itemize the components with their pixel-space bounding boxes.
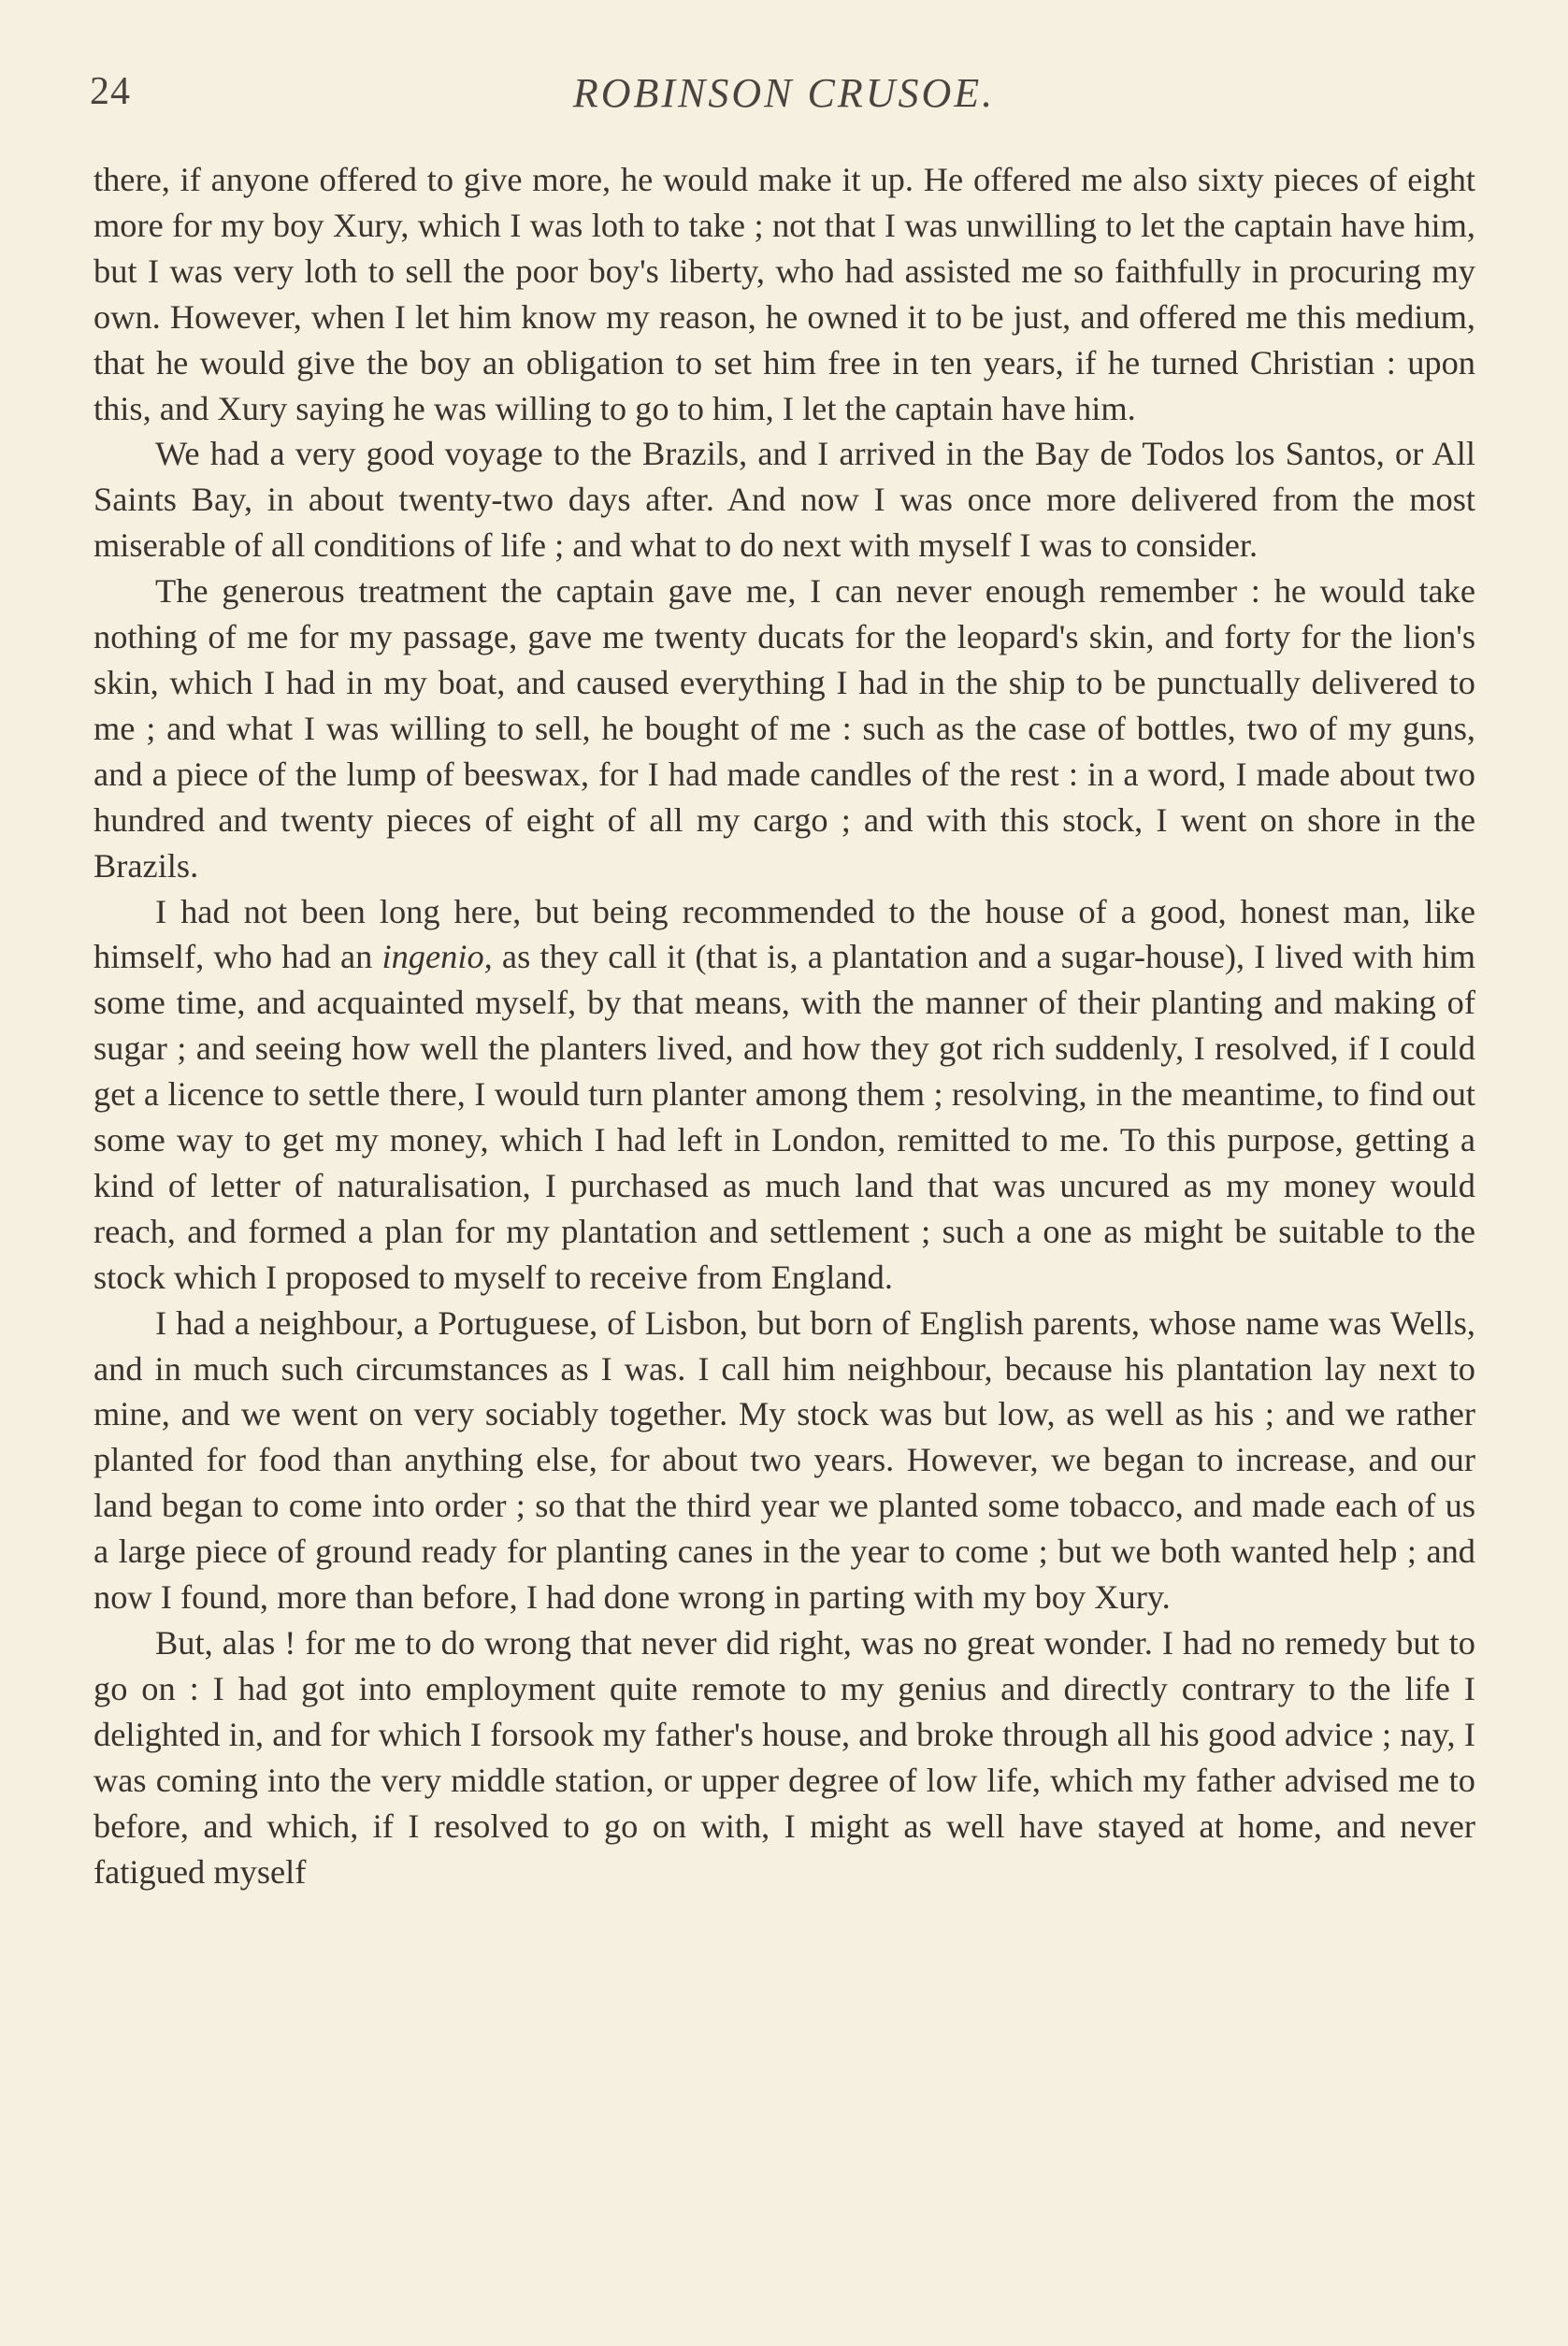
paragraph-4-after: as they call it (that is, a plantation and a sugar-house), I lived with him some time, and acquainted myself, by that means, with the manner of their planting and making of sugar ; and seeing how well the planters lived, and how they got rich suddenly, I resolved, if I could get a licence to settle there, I would turn planter among them ; resolving, in the meantime, to find out some way to get my money, which I had left in London, remitted to me. To this purpose, getting a kind of letter of naturalisation, I purchased as much land that was uncured as my money would reach, and formed a plan for my plantation and settlement ; such a one as might be suitable to the stock which I proposed to myself to receive from England. [94,938,1476,1296]
body-text [94,157,1475,1894]
paragraph-5: I had a neighbour, a Portuguese, of Lisbon, but born of English parents, whose name was Wells, and in much such circumstances as I was. I call him neighbour, because his plantation lay next to mine, and we went on very sociably together. My stock was but low, as well as his ; and we rather planted for food than anything else, for about two years. However, we began to increase, and our land began to come into order ; so that the third year we planted some tobacco, and made each of us a large piece of ground ready for planting canes in the year to come ; but we both wanted help ; and now I found, more than before, I had done wrong in parting with my boy Xury. [94,1303,1475,1617]
paragraph-2: We had a very good voyage to the Brazils, and I arrived in the Bay de Todos los Santos, or All Saints Bay, in about twenty-two days after. And now I was once more delivered from the most miserable of all conditions of life ; and what to do next with myself I was to consider. [94,435,1475,565]
paragraph-1: there, if anyone offered to give more, he would make it up. He offered me also sixty pieces of eight more for my boy Xury, which I was loth to take ; not that I was unwilling to let the captain have him, but I was very loth to sell the poor boy's liberty, who had assisted me so faithfully in procuring my own. However, when I let him know my reason, he owned it to be just, and offered me this medium, that he would give the boy an obligation to set him free in ten years, if he turned Christian : upon this, and Xury saying he was willing to go to him, I let the captain have him. [94,161,1475,427]
italic-term-ingenio: ingenio, [381,938,493,976]
paragraph-4 [94,889,1475,1301]
paragraph-6: But, alas ! for me to do wrong that never did right, was no great wonder. I had no remedy but to go on : I had got into employment quite remote to my genius and directly contrary to the life I delighted in, and for which I forsook my father's house, and broke through all his good advice ; nay, I was coming into the very middle station, or upper degree of low life, which my father advised me to before, and which, if I resolved to go on with, I might as well have stayed at home, and never fatigued myself [94,1624,1475,1891]
paragraph-4-before: I had not been long here, but being recommended to the house of a good, honest man, like himself, who had an [94,892,1475,976]
running-title: ROBINSON CRUSOE. [572,70,996,116]
paragraph-3: The generous treatment the captain gave me, I can never enough remember : he would take nothing of me for my passage, gave me twenty ducats for the leopard's skin, and forty for the lion's skin, which I had in my boat, and caused everything I had in the ship to be punctually delivered to me ; and what I was willing to sell, he bought of me : such as the case of bottles, two of my guns, and a piece of the lump of beeswax, for I had made candles of the rest : in a word, I made about two hundred and twenty pieces of eight of all my cargo ; and with this stock, I went on shore in the Brazils. [94,572,1475,885]
page-number: 24 [90,70,131,113]
